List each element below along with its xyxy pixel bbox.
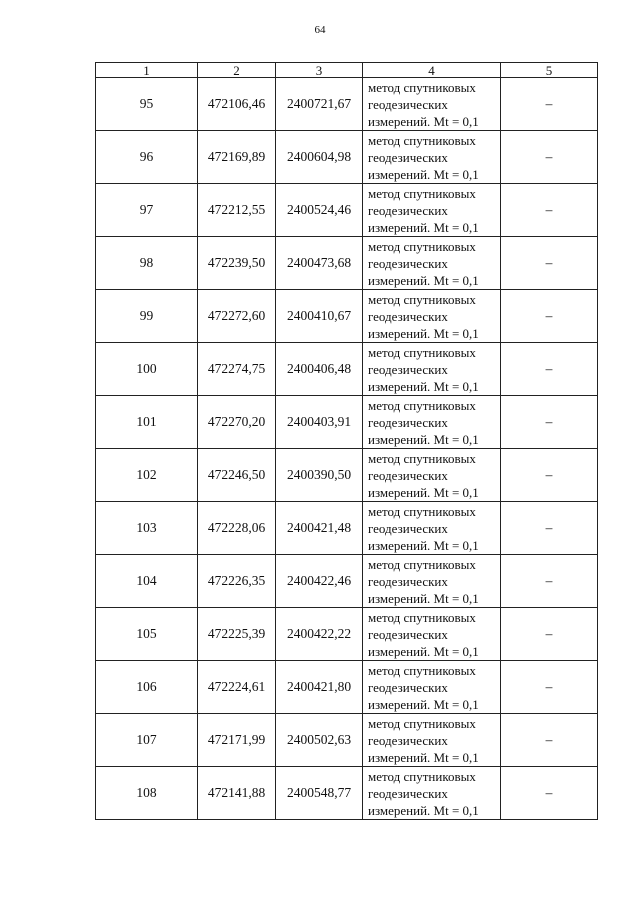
method-line: геодезических [368, 732, 448, 748]
method-line: метод спутниковых [368, 397, 476, 413]
method-line: измерений. Mt = 0,1 [368, 749, 479, 765]
method-line: геодезических [368, 96, 448, 112]
point-number-cell: 98 [96, 237, 198, 290]
x-coordinate-cell: 472169,89 [198, 131, 276, 184]
method-line: измерений. Mt = 0,1 [368, 431, 479, 447]
method-cell [363, 237, 501, 290]
y-coordinate-cell: 2400548,77 [276, 767, 363, 820]
method-line: измерений. Mt = 0,1 [368, 166, 479, 182]
y-coordinate-cell: 2400403,91 [276, 396, 363, 449]
method-line: измерений. Mt = 0,1 [368, 590, 479, 606]
x-coordinate-cell: 472274,75 [198, 343, 276, 396]
method-line: измерений. Mt = 0,1 [368, 484, 479, 500]
table-row [96, 396, 598, 449]
table-row [96, 714, 598, 767]
method-line: измерений. Mt = 0,1 [368, 378, 479, 394]
method-line: геодезических [368, 467, 448, 483]
note-cell: – [501, 661, 598, 714]
coordinates-table [95, 62, 598, 820]
note-cell: – [501, 555, 598, 608]
method-line: измерений. Mt = 0,1 [368, 113, 479, 129]
table-row [96, 555, 598, 608]
method-cell [363, 767, 501, 820]
y-coordinate-cell: 2400524,46 [276, 184, 363, 237]
x-coordinate-cell: 472106,46 [198, 78, 276, 131]
y-coordinate-cell: 2400421,80 [276, 661, 363, 714]
note-cell: – [501, 449, 598, 502]
y-coordinate-cell: 2400502,63 [276, 714, 363, 767]
method-cell [363, 290, 501, 343]
x-coordinate-cell: 472212,55 [198, 184, 276, 237]
method-line: метод спутниковых [368, 450, 476, 466]
x-coordinate-cell: 472228,06 [198, 502, 276, 555]
point-number-cell: 108 [96, 767, 198, 820]
note-cell: – [501, 502, 598, 555]
method-cell [363, 608, 501, 661]
method-line: геодезических [368, 255, 448, 271]
method-line: метод спутниковых [368, 768, 476, 784]
note-cell: – [501, 343, 598, 396]
column-header-2: 2 [198, 63, 276, 78]
method-line: геодезических [368, 361, 448, 377]
table-body [96, 78, 598, 820]
y-coordinate-cell: 2400421,48 [276, 502, 363, 555]
method-line: измерений. Mt = 0,1 [368, 802, 479, 818]
method-line: геодезических [368, 149, 448, 165]
table-row [96, 502, 598, 555]
x-coordinate-cell: 472226,35 [198, 555, 276, 608]
note-cell: – [501, 184, 598, 237]
method-cell [363, 184, 501, 237]
note-cell: – [501, 237, 598, 290]
point-number-cell: 107 [96, 714, 198, 767]
point-number-cell: 95 [96, 78, 198, 131]
point-number-cell: 97 [96, 184, 198, 237]
point-number-cell: 104 [96, 555, 198, 608]
y-coordinate-cell: 2400473,68 [276, 237, 363, 290]
method-line: измерений. Mt = 0,1 [368, 219, 479, 235]
y-coordinate-cell: 2400604,98 [276, 131, 363, 184]
note-cell: – [501, 131, 598, 184]
y-coordinate-cell: 2400390,50 [276, 449, 363, 502]
y-coordinate-cell: 2400422,46 [276, 555, 363, 608]
y-coordinate-cell: 2400721,67 [276, 78, 363, 131]
point-number-cell: 106 [96, 661, 198, 714]
note-cell: – [501, 608, 598, 661]
method-line: метод спутниковых [368, 609, 476, 625]
method-cell [363, 343, 501, 396]
point-number-cell: 102 [96, 449, 198, 502]
point-number-cell: 96 [96, 131, 198, 184]
x-coordinate-cell: 472141,88 [198, 767, 276, 820]
x-coordinate-cell: 472225,39 [198, 608, 276, 661]
x-coordinate-cell: 472272,60 [198, 290, 276, 343]
table-row [96, 237, 598, 290]
table-row [96, 184, 598, 237]
method-line: метод спутниковых [368, 79, 476, 95]
method-line: измерений. Mt = 0,1 [368, 643, 479, 659]
method-cell [363, 661, 501, 714]
method-cell [363, 396, 501, 449]
method-line: геодезических [368, 520, 448, 536]
table-header-row [96, 63, 598, 78]
method-line: геодезических [368, 679, 448, 695]
table-row [96, 608, 598, 661]
point-number-cell: 103 [96, 502, 198, 555]
note-cell: – [501, 78, 598, 131]
y-coordinate-cell: 2400410,67 [276, 290, 363, 343]
method-cell [363, 449, 501, 502]
note-cell: – [501, 714, 598, 767]
y-coordinate-cell: 2400406,48 [276, 343, 363, 396]
method-cell [363, 555, 501, 608]
x-coordinate-cell: 472246,50 [198, 449, 276, 502]
point-number-cell: 99 [96, 290, 198, 343]
x-coordinate-cell: 472224,61 [198, 661, 276, 714]
method-cell [363, 131, 501, 184]
table-row [96, 131, 598, 184]
x-coordinate-cell: 472171,99 [198, 714, 276, 767]
method-line: измерений. Mt = 0,1 [368, 325, 479, 341]
table-row [96, 767, 598, 820]
method-cell [363, 78, 501, 131]
point-number-cell: 101 [96, 396, 198, 449]
method-line: метод спутниковых [368, 662, 476, 678]
x-coordinate-cell: 472270,20 [198, 396, 276, 449]
method-line: геодезических [368, 626, 448, 642]
point-number-cell: 105 [96, 608, 198, 661]
method-line: метод спутниковых [368, 132, 476, 148]
page-number: 64 [314, 24, 326, 36]
note-cell: – [501, 767, 598, 820]
method-line: метод спутниковых [368, 291, 476, 307]
method-line: метод спутниковых [368, 715, 476, 731]
method-line: измерений. Mt = 0,1 [368, 537, 479, 553]
method-line: геодезических [368, 308, 448, 324]
column-header-5: 5 [501, 63, 598, 78]
method-cell [363, 502, 501, 555]
method-line: геодезических [368, 202, 448, 218]
table-row [96, 290, 598, 343]
table-row [96, 661, 598, 714]
method-line: измерений. Mt = 0,1 [368, 272, 479, 288]
method-line: метод спутниковых [368, 556, 476, 572]
column-header-4: 4 [363, 63, 501, 78]
table-row [96, 343, 598, 396]
method-line: геодезических [368, 785, 448, 801]
table-row [96, 449, 598, 502]
table-row [96, 78, 598, 131]
point-number-cell: 100 [96, 343, 198, 396]
note-cell: – [501, 396, 598, 449]
y-coordinate-cell: 2400422,22 [276, 608, 363, 661]
column-header-1: 1 [96, 63, 198, 78]
note-cell: – [501, 290, 598, 343]
method-line: метод спутниковых [368, 185, 476, 201]
method-line: геодезических [368, 573, 448, 589]
method-line: измерений. Mt = 0,1 [368, 696, 479, 712]
method-line: метод спутниковых [368, 238, 476, 254]
method-line: геодезических [368, 414, 448, 430]
method-cell [363, 714, 501, 767]
x-coordinate-cell: 472239,50 [198, 237, 276, 290]
method-line: метод спутниковых [368, 344, 476, 360]
method-line: метод спутниковых [368, 503, 476, 519]
column-header-3: 3 [276, 63, 363, 78]
